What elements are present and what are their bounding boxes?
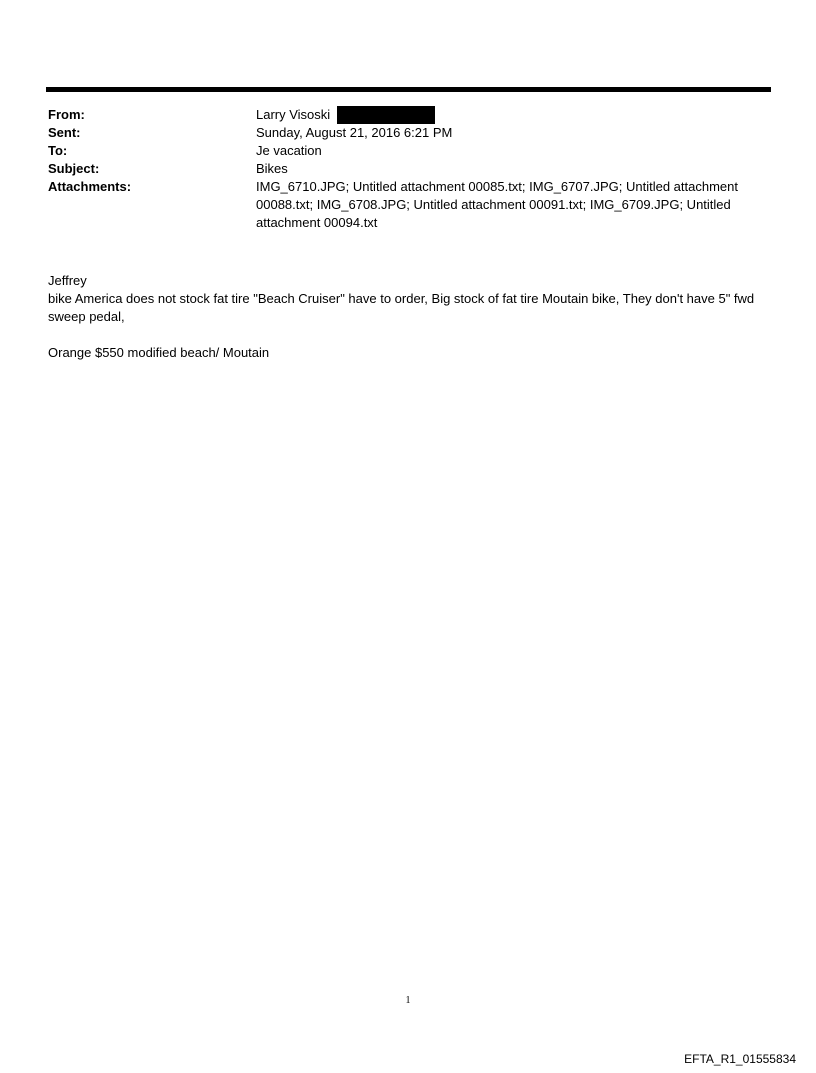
body-paragraph-1: bike America does not stock fat tire "Beach Cruiser" have to order, Big stock of fat tire Moutain bike, They don't have 5" fwd sweep pedal, (48, 291, 755, 324)
attachments-value: IMG_6710.JPG; Untitled attachment 00085.txt; IMG_6707.JPG; Untitled attachment 00088.txt; IMG_6708.JPG; Untitled attachment 00091.txt; IMG_6709.JPG; Untitled attachment 00094.txt (256, 179, 738, 230)
subject-value: Bikes (256, 161, 288, 176)
sent-row (48, 124, 768, 142)
page-number: 1 (405, 995, 411, 1006)
sent-value: Sunday, August 21, 2016 6:21 PM (256, 125, 453, 140)
sent-label: Sent: (48, 125, 81, 140)
attachments-label: Attachments: (48, 179, 132, 194)
email-body (48, 272, 768, 362)
subject-label: Subject: (48, 161, 100, 176)
greeting: Jeffrey (48, 273, 87, 288)
to-label: To: (48, 143, 68, 158)
attachments-row (48, 178, 768, 232)
body-paragraph-2: Orange $550 modified beach/ Moutain (48, 345, 270, 360)
to-value: Je vacation (256, 143, 322, 158)
document-id: EFTA_R1_01555834 (684, 1052, 796, 1066)
paragraph-spacer (48, 326, 768, 344)
redaction-box (337, 106, 435, 124)
from-value (256, 106, 768, 124)
from-row (48, 106, 768, 124)
to-row (48, 142, 768, 160)
email-header (48, 106, 768, 232)
from-label: From: (48, 107, 85, 122)
sender-name: Larry Visoski (256, 107, 331, 122)
header-rule (46, 87, 771, 92)
subject-row (48, 160, 768, 178)
